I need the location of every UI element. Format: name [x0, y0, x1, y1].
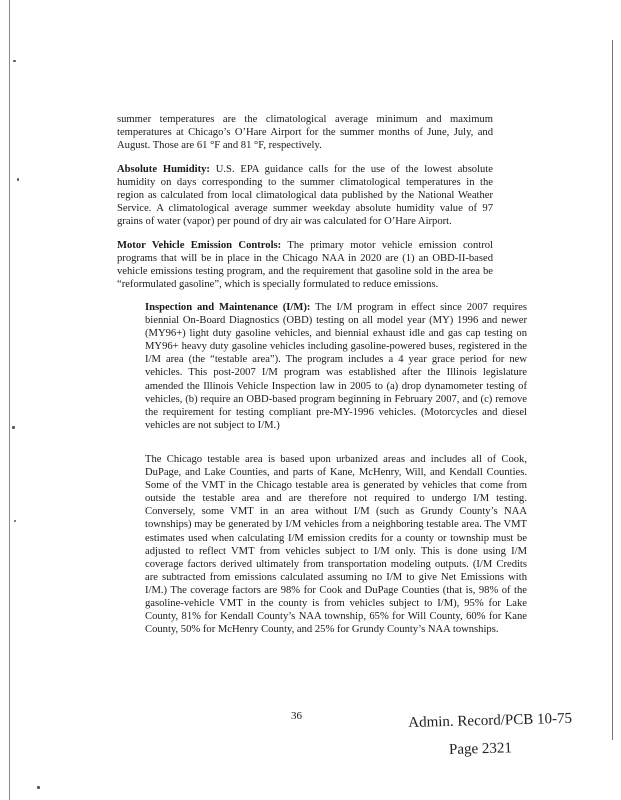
motor-vehicle-paragraph	[117, 239, 493, 291]
motor-vehicle-body: The primary motor vehicle emission control programs that will be in place in the Chicago NAA in 2020 are (1) an OBD-II-based vehicle emissions testing program, and the requirement that gasoline sold in the area be “reformulated gasoline”, which is specially formulated to reduce emissions.	[117, 240, 493, 291]
testable-area-text: The Chicago testable area is based upon urbanized areas and includes all of Cook, DuPage, and Lake Counties, and parts of Kane, McHenry, Will, and Kendall Counties. Some of the VMT in the Chicago testable area is generated by vehicles that come from outside the testable area and are therefore not required to undergo I/M testing. Conversely, some VMT in an area without I/M (such as Grundy County’s NAA townships) may be generated by I/M vehicles from a neighboring testable area. The VMT estimates used when calculating I/M emission credits for a county or township must be adjusted to reflect VMT from vehicles subject to I/M only. This is done using I/M coverage factors derived ultimately from transportation modeling outputs. (I/M Credits are subtracted from emissions calculated assuming no I/M to give Net Emissions with I/M.) The coverage factors are 98% for Cook and DuPage Counties (that is, 98% of the gasoline-vehicle VMT in the county is from vehicles subject to I/M), 95% for Lake County, 81% for Kendall County’s NAA township, 65% for Will County, 60% for Kane County, 50% for McHenry County, and 25% for Grundy County’s NAA townships.	[145, 454, 527, 636]
scan-right-edge	[612, 40, 613, 740]
intro-text: summer temperatures are the climatological average minimum and maximum temperatures at Chicago’s O’Hare Airport for the summer months of June, July, and August. Those are 61 °F and 81 °F, respectively.	[117, 114, 493, 152]
intro-paragraph	[117, 113, 493, 152]
im-program-paragraph	[145, 301, 527, 432]
scan-speck	[17, 178, 19, 181]
im-program-heading: Inspection and Maintenance (I/M):	[145, 302, 311, 313]
stamp-page-line: Page 2321	[448, 740, 513, 758]
absolute-humidity-heading: Absolute Humidity:	[117, 164, 210, 175]
scan-speck	[12, 426, 15, 429]
stamp-record-line: Admin. Record/PCB 10-75	[408, 710, 573, 731]
motor-vehicle-heading: Motor Vehicle Emission Controls:	[117, 240, 282, 251]
scan-speck	[13, 60, 16, 62]
im-program-body: The I/M program in effect since 2007 requires biennial On-Board Diagnostics (OBD) testing on all model year (MY) 1996 and newer (MY96+) light duty gasoline vehicles, and biennial exhaust idle and gas cap testing on MY96+ heavy duty gasoline vehicles including gasoline-powered buses, registered in the I/M area (the “testable area”). The program includes a 4 year grace period for new vehicles. This post-2007 I/M program was established after the Illinois legislature amended the Illinois Vehicle Inspection law in 2005 to (a) drop dynamometer testing of vehicles, (b) require an OBD-based program beginning in February 2007, and (c) remove the requirement for testing compliant pre-MY-1996 vehicles. (Motorcycles and diesel vehicles are not subject to I/M.)	[145, 302, 527, 431]
absolute-humidity-paragraph	[117, 163, 493, 228]
page-number: 36	[291, 710, 302, 722]
absolute-humidity-body: U.S. EPA guidance calls for the use of the lowest absolute humidity on days corresponding to the summer climatological temperatures in the region as calculated from local climatological data published by the National Weather Service. A climatological average summer weekday absolute humidity value of 97 grains of water (vapor) per pound of dry air was calculated for O’Hare Airport.	[117, 164, 493, 228]
scan-speck	[14, 520, 16, 522]
admin-record-stamp	[408, 708, 573, 762]
testable-area-paragraph	[145, 453, 527, 636]
scan-speck	[37, 786, 40, 789]
scan-left-edge	[9, 0, 10, 800]
